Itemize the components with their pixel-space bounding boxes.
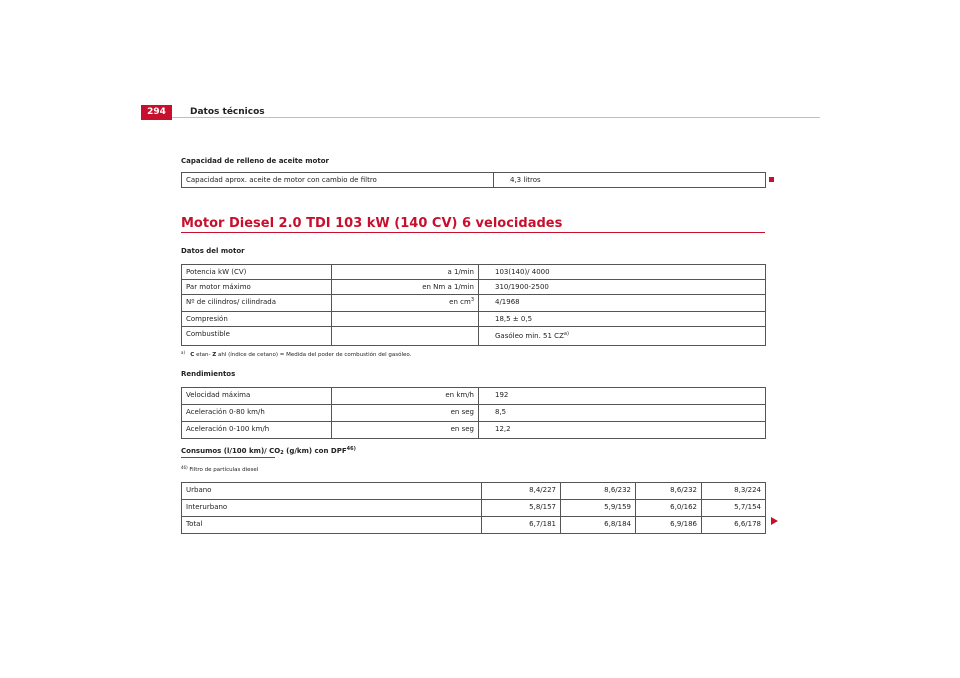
row-value: 6,6/178 [702, 517, 766, 534]
row-value: 310/1900-2500 [479, 280, 766, 295]
oil-capacity-heading: Capacidad de relleno de aceite motor [181, 157, 329, 165]
table-row [182, 280, 766, 295]
row-label: Combustible [182, 327, 332, 346]
engine-data-heading: Datos del motor [181, 247, 245, 255]
footnote-marker: 46) [181, 465, 188, 470]
page-number: 294 [141, 105, 172, 120]
title-divider [181, 232, 765, 233]
table-row [182, 517, 766, 534]
row-unit-text: en cm [449, 298, 471, 306]
row-label: Interurbano [182, 500, 482, 517]
row-value: 192 [479, 388, 766, 405]
co2-subscript: 2 [280, 450, 284, 456]
performance-table [181, 387, 766, 439]
row-label: Potencia kW (CV) [182, 265, 332, 280]
row-value: 5,9/159 [561, 500, 636, 517]
row-value [479, 327, 766, 346]
row-unit: en km/h [332, 388, 479, 405]
row-label: Compresión [182, 312, 332, 327]
consumption-table [181, 482, 766, 534]
row-value: 6,8/184 [561, 517, 636, 534]
page-header-title: Datos técnicos [190, 107, 265, 117]
row-label: Aceleración 0-80 km/h [182, 405, 332, 422]
row-unit: en Nm a 1/min [332, 280, 479, 295]
table-row [182, 327, 766, 346]
table-row [182, 500, 766, 517]
footnote-text: etan- [196, 352, 211, 358]
table-row [182, 265, 766, 280]
row-value: 5,7/154 [702, 500, 766, 517]
row-value-text: Gasóleo min. 51 CZ [495, 332, 564, 340]
consumption-heading-rule [181, 457, 275, 458]
row-unit [332, 295, 479, 312]
row-value: 8,6/232 [561, 483, 636, 500]
row-value: 18,5 ± 0,5 [479, 312, 766, 327]
row-unit: en seg [332, 405, 479, 422]
consumption-heading-text: Consumos (l/100 km)/ CO [181, 447, 281, 455]
table-row [182, 483, 766, 500]
table-row [182, 405, 766, 422]
consumption-footnote [181, 464, 258, 474]
engine-data-table [181, 264, 766, 346]
table-row [182, 312, 766, 327]
row-unit: a 1/min [332, 265, 479, 280]
row-value: 5,8/157 [482, 500, 561, 517]
row-value: 8,4/227 [482, 483, 561, 500]
row-label: Total [182, 517, 482, 534]
header-divider [172, 117, 820, 118]
row-unit [332, 312, 479, 327]
row-value: 8,3/224 [702, 483, 766, 500]
oil-capacity-label: Capacidad aprox. aceite de motor con cambio de filtro [182, 173, 494, 188]
footnote-text: ahl (índice de cetano) = Medida del poder de combustión del gasóleo. [217, 352, 412, 358]
table-row [182, 388, 766, 405]
footnote-marker: a) [181, 350, 186, 355]
oil-capacity-value: 4,3 litros [494, 173, 766, 188]
table-row [182, 295, 766, 312]
continue-arrow-icon [771, 517, 778, 525]
unit-superscript: 3 [470, 297, 474, 303]
row-value: 103(140)/ 4000 [479, 265, 766, 280]
row-value: 12,2 [479, 422, 766, 439]
row-label: Par motor máximo [182, 280, 332, 295]
consumption-heading-text: (g/km) con DPF [283, 447, 347, 455]
row-label: Urbano [182, 483, 482, 500]
footnote-text: Filtro de partículas diesel [189, 467, 259, 473]
row-label: Nº de cilindros/ cilindrada [182, 295, 332, 312]
row-label: Aceleración 0-100 km/h [182, 422, 332, 439]
row-value: 4/1968 [479, 295, 766, 312]
engine-title: Motor Diesel 2.0 TDI 103 kW (140 CV) 6 velocidades [181, 216, 563, 231]
row-value: 8,5 [479, 405, 766, 422]
row-unit: en seg [332, 422, 479, 439]
oil-capacity-table [181, 172, 766, 188]
row-value: 6,9/186 [636, 517, 702, 534]
row-value: 6,7/181 [482, 517, 561, 534]
footnote-ref: 46) [346, 446, 356, 452]
section-end-marker [769, 177, 774, 182]
table-row [182, 173, 766, 188]
footnote-bold: Z [212, 352, 217, 358]
row-value: 6,0/162 [636, 500, 702, 517]
row-value: 8,6/232 [636, 483, 702, 500]
footnote-bold: C [190, 352, 195, 358]
performance-heading: Rendimientos [181, 370, 236, 378]
engine-footnote [181, 349, 411, 359]
footnote-ref: a) [563, 331, 569, 337]
row-unit [332, 327, 479, 346]
row-label: Velocidad máxima [182, 388, 332, 405]
table-row [182, 422, 766, 439]
